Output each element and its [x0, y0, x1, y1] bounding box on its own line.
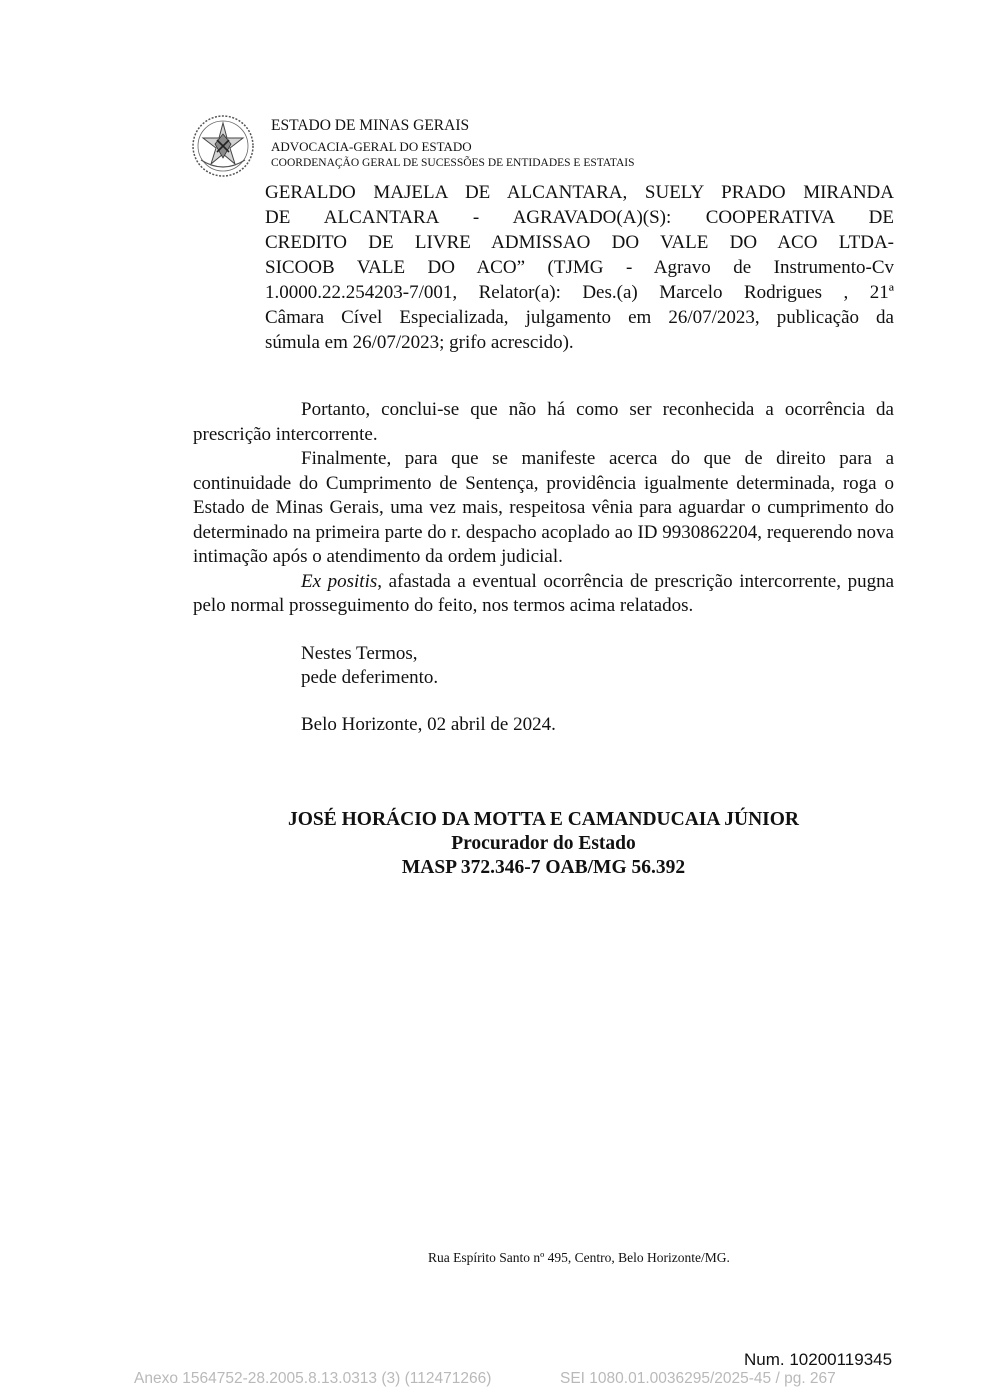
sei-stamp: SEI 1080.01.0036295/2025-45 / pg. 267 [560, 1370, 836, 1387]
paragraph-ex-positis [193, 570, 894, 619]
quote-line: SICOOB VALE DO ACO” (TJMG - Agravo de Instrumento-Cv [265, 257, 894, 278]
quote-line: súmula em 26/07/2023; grifo acrescido). [265, 332, 574, 353]
document-number: Num. 10200119345 [744, 1350, 893, 1369]
header-state-name: ESTADO DE MINAS GERAIS [271, 117, 470, 134]
place-and-date: Belo Horizonte, 02 abril de 2024. [301, 714, 556, 735]
signer-title: Procurador do Estado [451, 833, 636, 854]
paragraph-ex-positis-text: , afastada a eventual ocorrência de prescrição intercorrente, pugna pelo normal prosseguimento do feito, nos termos acima relatados. [193, 570, 894, 616]
paragraph-conclusion: Portanto, conclui-se que não há como ser reconhecida a ocorrência da prescrição intercorrente. [193, 399, 894, 445]
quote-line: 1.0000.22.254203-7/001, Relator(a): Des.(a) Marcelo Rodrigues , 21ª [265, 282, 894, 303]
quote-line: DE ALCANTARA - AGRAVADO(A)(S): COOPERATIVA DE [265, 207, 894, 228]
quote-line: GERALDO MAJELA DE ALCANTARA, SUELY PRADO MIRANDA [265, 182, 894, 203]
case-citation-quote [265, 180, 894, 355]
quote-line: CREDITO DE LIVRE ADMISSAO DO VALE DO ACO LTDA- [265, 232, 894, 253]
signature-block [193, 808, 894, 880]
header-department-name: COORDENAÇÃO GERAL DE SUCESSÕES DE ENTIDADES E ESTATAIS [271, 157, 635, 169]
petition-body [193, 398, 894, 619]
coat-of-arms-seal [191, 114, 255, 178]
closing-line-terms: Nestes Termos, [301, 643, 418, 664]
footer-address: Rua Espírito Santo nº 495, Centro, Belo Horizonte/MG. [428, 1250, 730, 1265]
closing-line-request: pede deferimento. [301, 667, 439, 688]
annex-stamp: Anexo 1564752-28.2005.8.13.0313 (3) (112471266) [134, 1370, 492, 1387]
signer-name: JOSÉ HORÁCIO DA MOTTA E CAMANDUCAIA JÚNIOR [287, 809, 799, 830]
header-agency-name: ADVOCACIA-GERAL DO ESTADO [271, 139, 472, 154]
quote-line: Câmara Cível Especializada, julgamento em 26/07/2023, publicação da [265, 307, 894, 328]
paragraph-request: Finalmente, para que se manifeste acerca do que de direito para a continuidade do Cumprimento de Sentença, providência igualmente determinada, roga o Estado de Minas Gerais, uma vez mais, respeitosa vênia para aguardar o cumprimento do determinado na primeira parte do r. despacho acoplado ao ID 9930862204, requerendo nova intimação após o atendimento da ordem judicial. [193, 448, 894, 567]
signer-registration: MASP 372.346-7 OAB/MG 56.392 [401, 857, 686, 878]
latin-term: Ex positis [301, 570, 378, 592]
